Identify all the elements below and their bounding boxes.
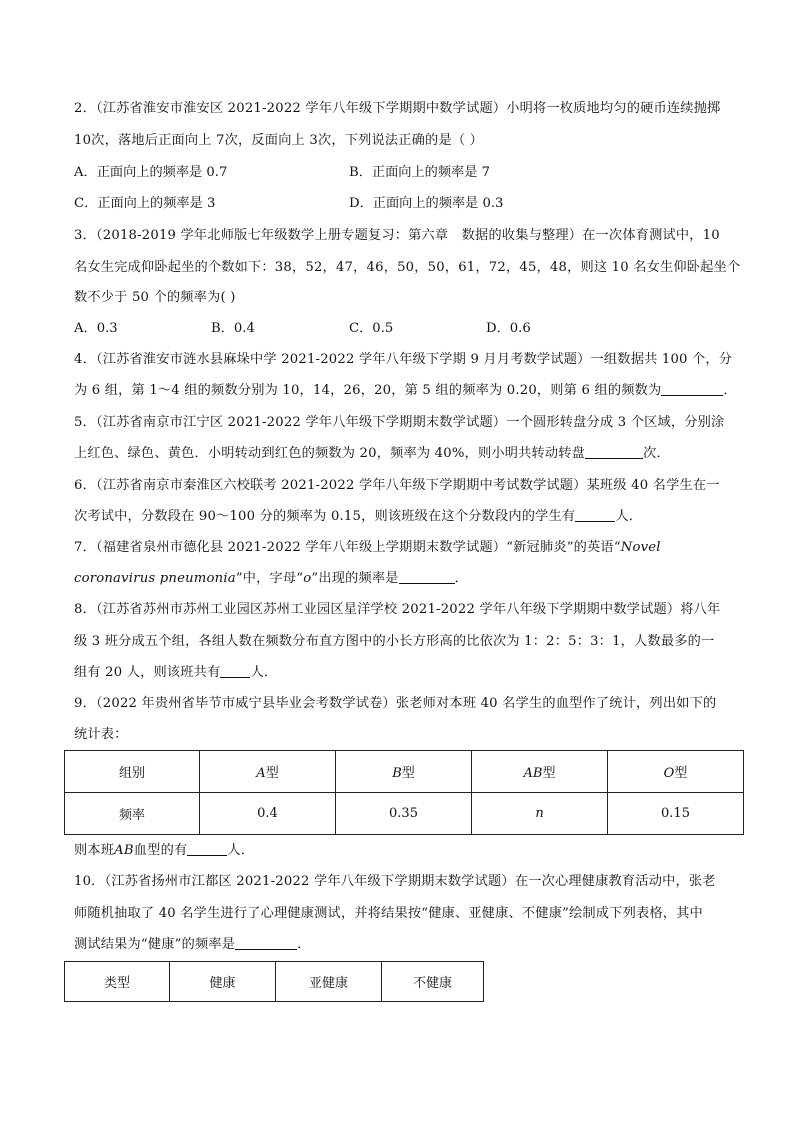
q4-line-2 [74,381,742,401]
q3-option-b: B．0.4 [211,321,255,336]
q6-line-2 [74,507,742,527]
q6-text: 次考试中，分数段在 90～100 分的频率为 0.15，则该班级在这个分数段内的学生有 [74,509,576,524]
table-cell: 0.15 [608,793,744,835]
table-header-row [65,751,744,793]
answer-blank [220,663,250,678]
q3-line-1: 3．（2018-2019 学年北师版七年级数学上册专题复习：第六章 数据的收集与整理）在一次体育测试中，10 [74,228,720,243]
answer-blank [575,507,615,522]
q8-line-1: 8．（江苏省苏州市苏州工业园区苏州工业园区星洋学校 2021-2022 学年八年级下学期期中数学试题）将八年 [74,602,721,617]
q9-end: 人． [227,843,255,858]
q3-line-3: 数不少于 50 个的频率为( ) [74,290,236,305]
q9-after-ab: AB [114,843,134,858]
q6-line-1: 6．（江苏省南京市秦淮区六校联考 2021-2022 学年八年级下学期期中考试数学试题）某班级 40 名学生在一 [74,478,720,493]
table-cell: O型 [608,751,744,793]
q7-letter-o: o [303,571,312,586]
q9-after-table [74,841,742,861]
q9-after-text-a: 则本班 [74,843,115,858]
table-cell: 0.35 [336,793,472,835]
q10-line-3 [74,935,742,955]
q7-text-a: 7．（福建省泉州市德化县 2021-2022 学年八年级上学期期末数学试题）“新冠肺炎”的英语“ [74,540,621,555]
q2-option-d: D．正面向上的频率是 0.3 [349,196,504,211]
table-cell: 组别 [65,751,200,793]
table-cell: B型 [336,751,472,793]
q3-option-c: C．0.5 [349,321,394,336]
q5-line-1: 5．（江苏省南京市江宁区 2021-2022 学年八年级下学期期末数学试题）一个圆形转盘分成 3 个区域，分别涂 [74,415,725,430]
q10-line-2: 师随机抽取了 40 名学生进行了心理健康测试，并将结果按“健康、亚健康、不健康”绘制成下列表格，其中 [74,906,703,921]
q8-text: 组有 20 人，则该班共有 [74,665,221,680]
q7-line-2 [74,569,742,589]
q7-english-novel: Novel [620,540,661,555]
q4-end: ． [723,383,737,398]
q2-line-2: 10次，落地后正面向上 7次，反面向上 3次，下列说法正确的是（ ） [74,133,483,148]
q7-end: ． [454,571,469,586]
table-cell: 不健康 [382,962,484,1002]
answer-blank [399,569,455,584]
q4-line-1: 4．（江苏省淮安市涟水县麻垛中学 2021-2022 学年八年级下学期 9 月月考数学试题）一组数据共 100 个，分 [74,352,733,367]
blood-type-table [64,750,744,835]
table-cell: 类型 [65,962,170,1002]
health-type-table [64,961,484,1002]
q2-option-b: B．正面向上的频率是 7 [349,165,490,180]
q9-after-text-c: 血型的有 [133,843,188,858]
q3-option-a: A．0.3 [74,321,118,336]
q8-line-2: 级 3 班分成五个组，各组人数在频数分布直方图中的小长方形高的比依次为 1：2：5：3：1，人数最多的一 [74,634,715,649]
q10-line-1: 10．（江苏省扬州市江都区 2021-2022 学年八年级下学期期末数学试题）在一次心理健康教育活动中，张老 [74,874,716,889]
table-cell: n [472,793,608,835]
q9-line-1: 9．（2022 年贵州省毕节市威宁县毕业会考数学试卷）张老师对本班 40 名学生的血型作了统计，列出如下的 [74,696,717,711]
q8-end: 人． [250,665,278,680]
table-header-row [65,962,484,1002]
q7-line-1 [74,538,742,558]
table-cell: A型 [200,751,336,793]
table-cell: 0.4 [200,793,336,835]
q7-text-d: ”出现的频率是 [311,571,399,586]
q3-option-d: D．0.6 [486,321,531,336]
q6-end: 人． [615,509,643,524]
q2-line-1: 2．（江苏省淮安市淮安区 2021-2022 学年八年级下学期期中数学试题）小明将一枚质地均匀的硬币连续抛掷 [74,101,721,116]
q2-option-c: C．正面向上的频率是 3 [74,196,216,211]
answer-blank [187,841,227,856]
q10-text: 测试结果为“健康”的频率是 [74,937,236,952]
q5-line-2 [74,444,742,464]
table-cell: 频率 [65,793,200,835]
q7-text-b: ”中，字母“ [235,571,304,586]
table-cell: 健康 [170,962,276,1002]
table-cell: 亚健康 [276,962,382,1002]
q10-end: ． [297,937,311,952]
answer-blank [661,381,723,396]
q8-line-3 [74,663,742,683]
q5-text: 上红色、绿色、黄色．小明转动到红色的频数为 20，频率为 40%，则小明共转动转盘 [74,446,586,461]
table-cell: AB型 [472,751,608,793]
answer-blank [585,444,643,459]
q4-text: 为 6 组，第 1～4 组的频数分别为 10，14，26，20，第 5 组的频率为 0.20，则第 6 组的频数为 [74,383,662,398]
q9-line-2: 统计表： [74,727,128,742]
answer-blank [235,935,297,950]
q2-option-a: A．正面向上的频率是 0.7 [74,165,228,180]
q3-line-2: 名女生完成仰卧起坐的个数如下：38，52，47，46，50，50，61，72，45，48，则这 10 名女生仰卧起坐个 [74,260,741,275]
table-row [65,793,744,835]
q5-end: 次． [643,446,670,461]
q7-english-phrase: coronavirus pneumonia [74,571,236,586]
